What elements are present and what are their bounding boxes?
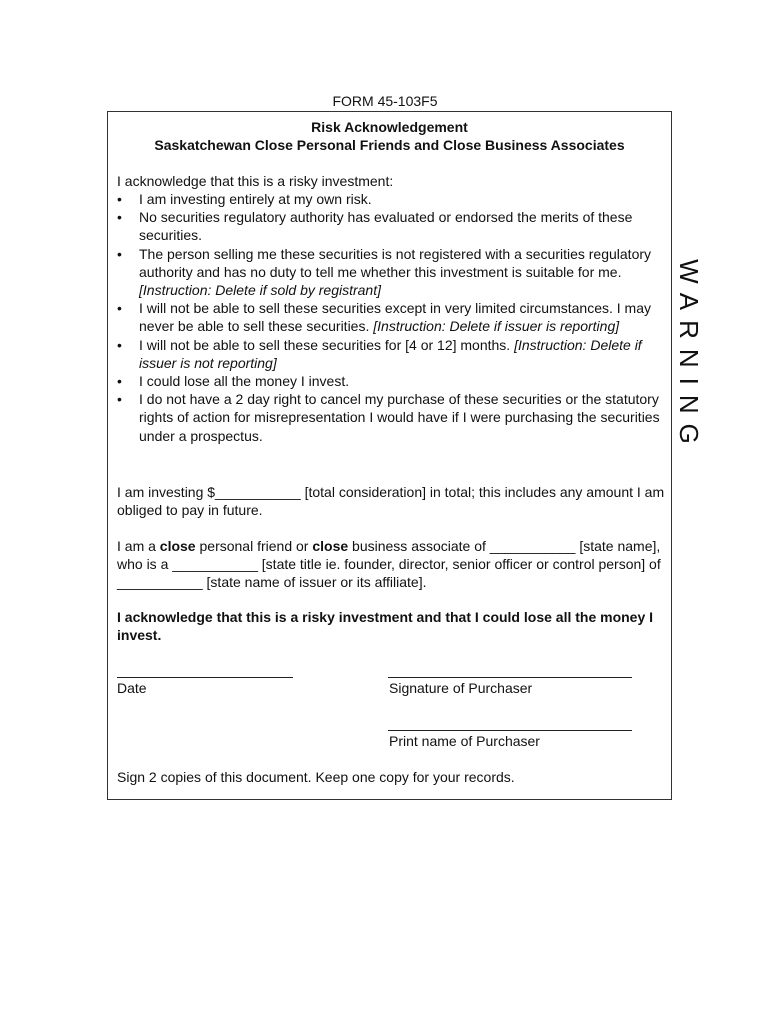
form-header — [108, 118, 671, 154]
risk-item — [117, 299, 665, 335]
bullet-icon: • — [117, 300, 122, 317]
risk-list — [117, 190, 665, 445]
acknowledgement-text: I acknowledge that this is a risky investment and that I could lose all the money I invest. — [117, 609, 654, 644]
warning-vertical — [670, 236, 706, 476]
risk-item-text: I will not be able to sell these securities for [4 or 12] months. — [139, 336, 515, 353]
date-label: Date — [117, 680, 147, 696]
bullet-icon: • — [117, 336, 122, 353]
form-number: FORM 45-103F5 — [332, 93, 438, 109]
warning-text: WARNING — [673, 258, 704, 454]
bullet-icon: • — [117, 373, 122, 390]
print-name-line[interactable] — [388, 730, 632, 731]
close-emphasis: close — [312, 538, 349, 554]
signature-line[interactable] — [388, 677, 632, 678]
signature-label: Signature of Purchaser — [389, 680, 533, 696]
risk-item — [117, 390, 665, 445]
risk-item — [117, 245, 665, 300]
risk-item — [117, 336, 665, 372]
bullet-icon: • — [117, 191, 122, 207]
risk-item — [117, 372, 665, 390]
risk-item — [117, 190, 665, 208]
risk-item-text: I am investing entirely at my own risk. — [139, 191, 372, 207]
risk-item-text: I could lose all the money I invest. — [139, 373, 350, 390]
associate-text — [117, 537, 665, 592]
associate-text-part: I am a — [117, 538, 160, 554]
risk-item — [117, 208, 665, 244]
close-emphasis: close — [159, 538, 196, 554]
risk-item-text: No securities regulatory authority has evaluated or endorsed the merits of these securities. — [139, 209, 633, 244]
risk-item-text: I do not have a 2 day right to cancel my purchase of these securities or the statutory rights of action for misrepresentation I would have if I were purchasing the securities under a prospectus. — [139, 391, 660, 444]
form-subtitle: Saskatchewan Close Personal Friends and Close Business Associates — [154, 137, 625, 153]
form-title: Risk Acknowledgement — [311, 119, 468, 135]
associate-text-part: business associate of ___________ [state name], who is a ___________ [state title ie. founder, director, senior officer or control person] of ___________ [state name of issuer or its affiliate]. — [117, 538, 661, 591]
intro-text: I acknowledge that this is a risky investment: — [117, 173, 394, 189]
investing-amount-text: I am investing $___________ [total consideration] in total; this includes any amount I am obliged to pay in future. — [117, 484, 665, 519]
date-line[interactable] — [117, 677, 293, 678]
bullet-icon: • — [117, 391, 122, 408]
bullet-icon: • — [117, 209, 122, 226]
risk-item-instruction: [Instruction: Delete if issuer is reporting] — [373, 318, 620, 335]
risk-item-text: The person selling me these securities is not registered with a securities regulatory authority and has no duty to tell me whether this investment is suitable for me. — [139, 245, 652, 280]
print-name-label: Print name of Purchaser — [389, 733, 540, 749]
footer-text: Sign 2 copies of this document. Keep one copy for your records. — [117, 769, 515, 785]
risk-item-text: I will not be able to sell these securities except in very limited circumstances. I may never be able to sell these securities. — [139, 300, 651, 335]
risk-item-instruction: [Instruction: Delete if issuer is not reporting] — [139, 336, 642, 371]
associate-text-part: personal friend or — [195, 538, 313, 554]
bullet-icon: • — [117, 245, 122, 262]
risk-item-instruction: [Instruction: Delete if sold by registrant] — [139, 282, 381, 299]
